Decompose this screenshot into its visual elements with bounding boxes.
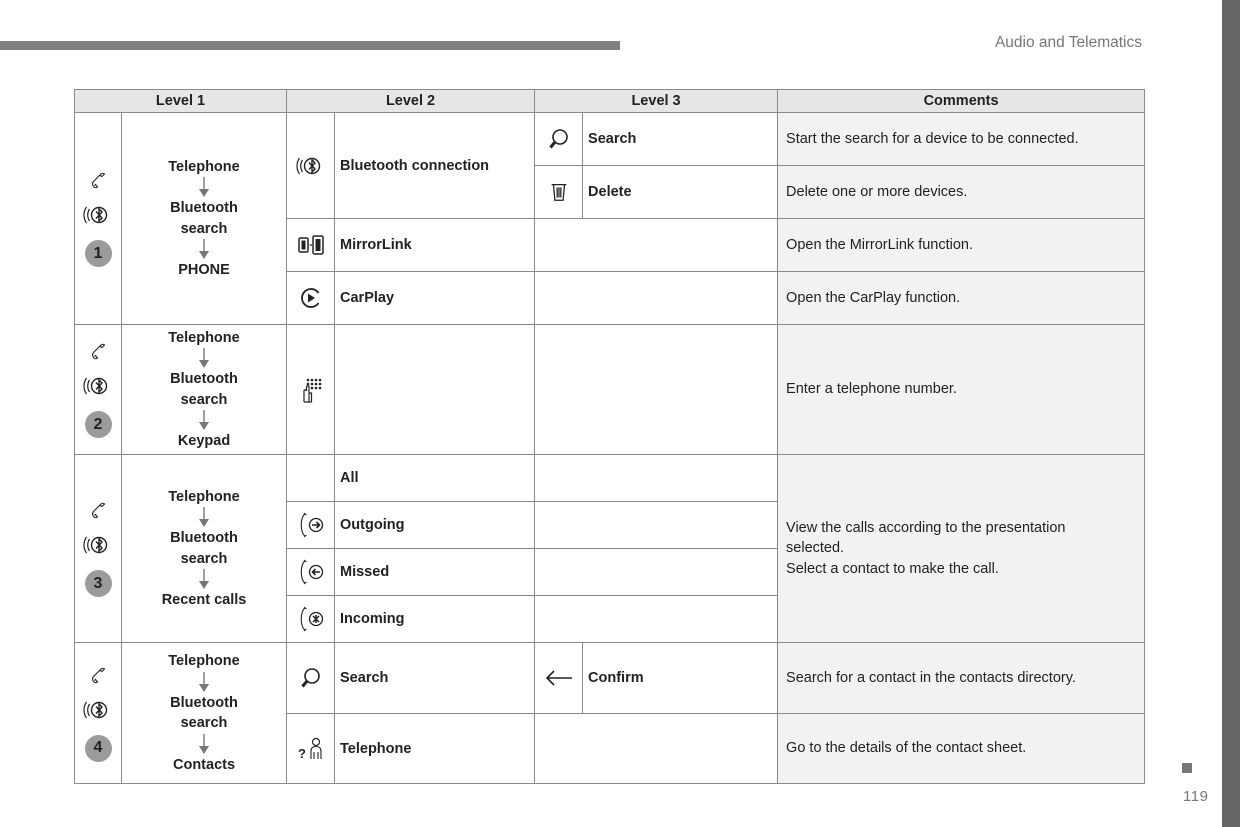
level2-icon-cell — [287, 714, 335, 784]
flow-step: Telephone — [168, 158, 240, 175]
header-comments: Comments — [778, 90, 1145, 113]
table-row — [75, 643, 1145, 714]
header-level3: Level 3 — [535, 90, 778, 113]
level2-icon-cell — [287, 643, 335, 714]
mirrorlink-icon — [297, 233, 325, 257]
comment-cell: Go to the details of the contact sheet. — [778, 714, 1145, 784]
level3-empty — [535, 455, 778, 502]
header-level2: Level 2 — [287, 90, 535, 113]
comment-cell: Enter a telephone number. — [778, 325, 1145, 455]
step-number-badge: 2 — [85, 411, 112, 438]
trash-icon — [548, 180, 570, 204]
level3-label: Delete — [583, 166, 778, 219]
comment-line: selected. — [786, 540, 845, 557]
arrow-down-icon — [198, 348, 210, 369]
arrow-down-icon — [198, 410, 210, 431]
carplay-icon — [299, 286, 323, 310]
flow-step: Bluetooth search — [170, 530, 238, 567]
header-level1: Level 1 — [75, 90, 287, 113]
header-bar — [0, 41, 620, 50]
level2-icon-cell — [287, 325, 335, 455]
level2-icon-cell — [287, 455, 335, 502]
missed-call-icon — [296, 559, 326, 585]
arrow-down-icon — [198, 507, 210, 528]
level3-empty — [535, 325, 778, 455]
level2-icon-cell — [287, 219, 335, 272]
comment-line: View the calls according to the presentation — [786, 519, 1066, 536]
flow-step: Bluetooth search — [170, 371, 238, 408]
search-icon — [299, 666, 323, 690]
level1-icons-1 — [75, 113, 122, 325]
level3-icon-cell — [535, 166, 583, 219]
level3-empty — [535, 714, 778, 784]
level3-empty — [535, 549, 778, 596]
flow-step: Recent calls — [161, 592, 247, 608]
bluetooth-icon — [83, 695, 113, 725]
comment-line: Select a contact to make the call. — [786, 560, 999, 577]
level3-empty — [535, 596, 778, 643]
arrow-down-icon — [198, 569, 210, 590]
level2-label: Incoming — [335, 596, 535, 643]
arrow-down-icon — [198, 672, 210, 693]
step-number-badge: 1 — [85, 240, 112, 267]
level3-empty — [535, 502, 778, 549]
comment-cell: Start the search for a device to be connected. — [778, 113, 1145, 166]
level2-label: MirrorLink — [335, 219, 535, 272]
phone-icon — [88, 170, 108, 190]
outgoing-call-icon — [296, 512, 326, 538]
level2-icon-cell — [287, 549, 335, 596]
flow-step: PHONE — [178, 262, 230, 278]
level2-label: Outgoing — [335, 502, 535, 549]
step-number-badge: 3 — [85, 570, 112, 597]
level2-icon-cell — [287, 596, 335, 643]
phone-icon — [88, 500, 108, 520]
arrow-down-icon — [198, 239, 210, 260]
level1-flow-2 — [122, 325, 287, 455]
flow-step: Bluetooth search — [170, 694, 238, 731]
bluetooth-icon — [83, 200, 113, 230]
table-row — [75, 325, 1145, 455]
level2-label: Search — [335, 643, 535, 714]
contact-details-icon — [297, 736, 325, 762]
level1-icons-3 — [75, 455, 122, 643]
comment-cell: Search for a contact in the contacts directory. — [778, 643, 1145, 714]
svg-text:?: ? — [297, 745, 306, 761]
menu-table — [74, 89, 1145, 784]
flow-step: Bluetooth search — [170, 200, 238, 237]
flow-step: Telephone — [168, 329, 240, 346]
level2-icon-cell — [287, 272, 335, 325]
bluetooth-icon — [83, 371, 113, 401]
page-marker — [1182, 763, 1192, 773]
level2-label — [335, 325, 535, 455]
level3-empty — [535, 272, 778, 325]
level1-icons-4 — [75, 643, 122, 784]
phone-icon — [88, 341, 108, 361]
comment-cell — [778, 455, 1145, 643]
level3-empty — [535, 219, 778, 272]
arrow-down-icon — [198, 177, 210, 198]
level3-label: Confirm — [583, 643, 778, 714]
flow-step: Telephone — [168, 488, 240, 505]
level3-icon-cell — [535, 643, 583, 714]
side-strip — [1222, 0, 1240, 827]
header-row — [75, 90, 1145, 113]
flow-step: Keypad — [177, 433, 231, 449]
section-title: Audio and Telematics — [994, 34, 1142, 51]
search-icon — [547, 127, 571, 151]
level2-label: All — [335, 455, 535, 502]
flow-step: Telephone — [168, 653, 240, 669]
level2-label: Missed — [335, 549, 535, 596]
level3-icon-cell — [535, 113, 583, 166]
comment-cell: Delete one or more devices. — [778, 166, 1145, 219]
table-row — [75, 455, 1145, 502]
comment-cell: Open the CarPlay function. — [778, 272, 1145, 325]
flow-step: Contacts — [172, 756, 236, 773]
level1-flow-1 — [122, 113, 287, 325]
back-arrow-icon — [544, 668, 574, 688]
page-number: 119 — [1183, 788, 1209, 805]
level2-icon-cell — [287, 113, 335, 219]
step-number-badge: 4 — [85, 735, 112, 762]
level1-flow-4 — [122, 643, 287, 784]
phone-icon — [88, 665, 108, 685]
level1-flow-3 — [122, 455, 287, 643]
level2-label: CarPlay — [335, 272, 535, 325]
bluetooth-icon — [83, 530, 113, 560]
comment-cell: Open the MirrorLink function. — [778, 219, 1145, 272]
level1-icons-2 — [75, 325, 122, 455]
level3-label: Search — [583, 113, 778, 166]
level2-icon-cell — [287, 502, 335, 549]
bluetooth-icon — [296, 151, 326, 181]
level2-label: Telephone — [335, 714, 535, 784]
level2-label: Bluetooth connection — [335, 113, 535, 219]
keypad-icon — [299, 376, 323, 404]
arrow-down-icon — [198, 734, 210, 755]
incoming-call-icon — [296, 606, 326, 632]
table-row — [75, 113, 1145, 166]
